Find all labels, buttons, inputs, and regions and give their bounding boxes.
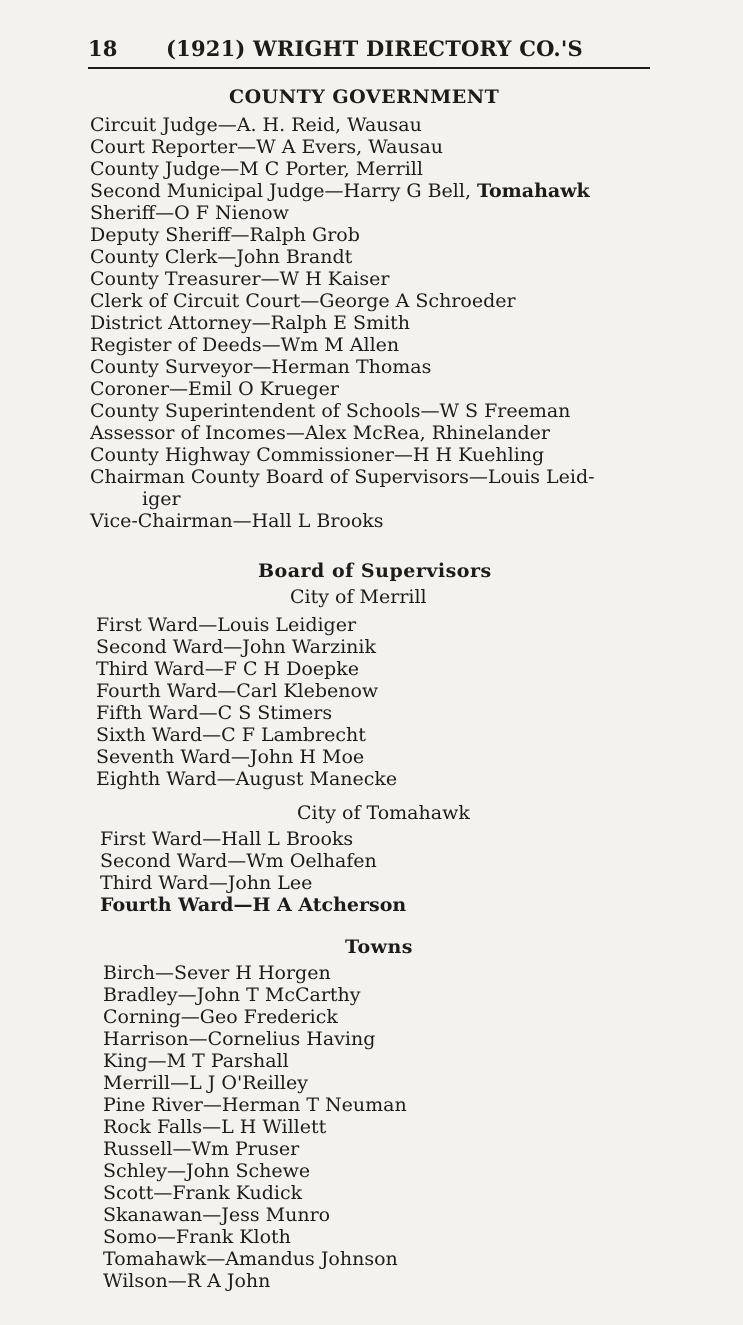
list-item: Wilson—R A John <box>103 1270 271 1292</box>
list-item: Merrill—L J O'Reilley <box>103 1072 308 1094</box>
list-item: County Surveyor—Herman Thomas <box>90 356 432 378</box>
list-item: Coroner—Emil O Krueger <box>90 378 340 400</box>
list-item-text: Second Municipal Judge—Harry G Bell, <box>90 180 478 202</box>
list-item <box>90 180 595 202</box>
page-header <box>88 36 648 61</box>
list-item: Second Ward—Wm Oelhafen <box>100 850 377 872</box>
list-item: Harrison—Cornelius Having <box>103 1028 376 1050</box>
merrill-wards-list <box>96 614 397 790</box>
list-item: First Ward—Hall L Brooks <box>100 828 354 850</box>
list-item: Tomahawk—Amandus Johnson <box>103 1248 398 1270</box>
list-item: Fourth Ward—Carl Klebenow <box>96 680 379 702</box>
list-item: County Judge—M C Porter, Merrill <box>90 158 423 180</box>
page-number: 18 <box>88 36 118 61</box>
list-item: Fifth Ward—C S Stimers <box>96 702 333 724</box>
list-item-bold-tail: Tomahawk <box>477 180 590 202</box>
list-item: District Attorney—Ralph E Smith <box>90 312 411 334</box>
list-item: First Ward—Louis Leidiger <box>96 614 357 636</box>
list-item: Third Ward—John Lee <box>100 872 313 894</box>
list-item: Scott—Frank Kudick <box>103 1182 303 1204</box>
list-item: Third Ward—F C H Doepke <box>96 658 359 680</box>
list-item: Pine River—Herman T Neuman <box>103 1094 407 1116</box>
list-item: Deputy Sheriff—Ralph Grob <box>90 224 360 246</box>
list-item: Bradley—John T McCarthy <box>103 984 361 1006</box>
list-item: Russell—Wm Pruser <box>103 1138 300 1160</box>
list-item: County Superintendent of Schools—W S Freeman <box>90 400 571 422</box>
towns-list <box>103 962 407 1292</box>
list-item: Fourth Ward—H A Atcherson <box>100 894 407 916</box>
list-item: Sheriff—O F Nienow <box>90 202 289 224</box>
list-item: Second Ward—John Warzinik <box>96 636 376 658</box>
list-item: Clerk of Circuit Court—George A Schroeder <box>90 290 516 312</box>
tomahawk-wards-list <box>100 828 406 916</box>
county-government-title: COUNTY GOVERNMENT <box>229 86 500 108</box>
towns-title: Towns <box>345 936 413 958</box>
list-item: Court Reporter—W A Evers, Wausau <box>90 136 444 158</box>
list-item: Schley—John Schewe <box>103 1160 311 1182</box>
list-item: Seventh Ward—John H Moe <box>96 746 365 768</box>
list-item: Corning—Geo Frederick <box>103 1006 338 1028</box>
list-item: Eighth Ward—August Manecke <box>96 768 398 790</box>
list-item: County Treasurer—W H Kaiser <box>90 268 390 290</box>
city-of-merrill-heading: City of Merrill <box>290 586 427 608</box>
city-of-tomahawk-heading: City of Tomahawk <box>297 802 470 824</box>
list-item: Birch—Sever H Horgen <box>103 962 331 984</box>
list-item: Circuit Judge—A. H. Reid, Wausau <box>90 114 422 136</box>
list-item: Rock Falls—L H Willett <box>103 1116 327 1138</box>
list-item: Somo—Frank Kloth <box>103 1226 291 1248</box>
board-of-supervisors-title: Board of Supervisors <box>258 560 492 582</box>
list-item: Skanawan—Jess Munro <box>103 1204 331 1226</box>
list-item: Sixth Ward—C F Lambrecht <box>96 724 366 746</box>
county-government-list <box>90 114 595 532</box>
list-item: King—M T Parshall <box>103 1050 289 1072</box>
list-item-continuation: iger <box>142 488 181 510</box>
list-item: Assessor of Incomes—Alex McRea, Rhinelander <box>90 422 550 444</box>
list-item: Chairman County Board of Supervisors—Louis Leid- <box>90 466 595 488</box>
list-item: County Highway Commissioner—H H Kuehling <box>90 444 545 466</box>
list-item: Register of Deeds—Wm M Allen <box>90 334 400 356</box>
header-title: (1921) WRIGHT DIRECTORY CO.'S <box>166 36 583 61</box>
list-item: Vice-Chairman—Hall L Brooks <box>90 510 384 532</box>
header-rule <box>88 67 650 69</box>
list-item: County Clerk—John Brandt <box>90 246 353 268</box>
